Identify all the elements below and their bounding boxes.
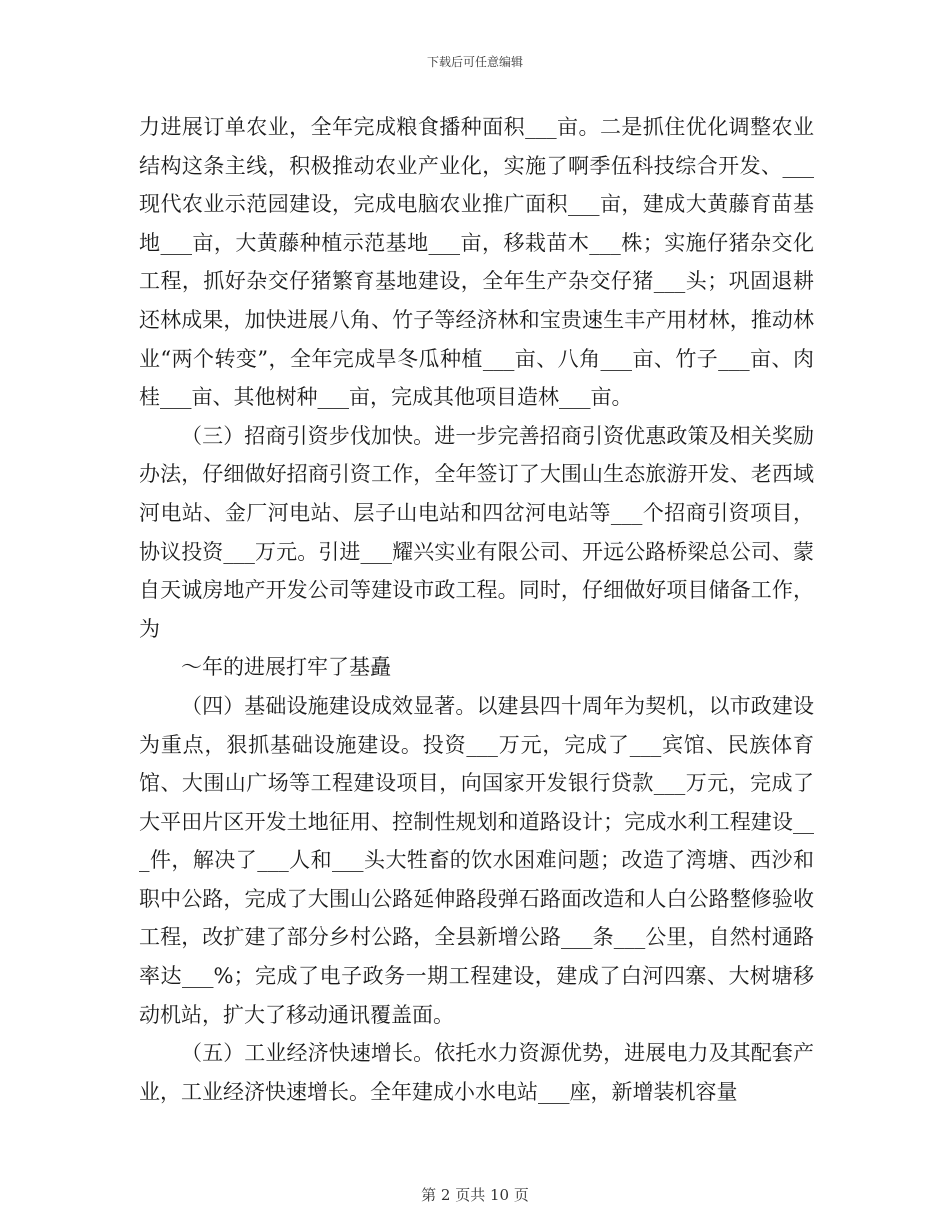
paragraph-agriculture: 力进展订单农业，全年完成粮食播种面积___亩。二是抓住优化调整农业结构这条主线，积极推动农业产业化，实施了啊季伍科技综合开发、___现代农业示范园建设，完成电脑农业推广面积___亩，建成大黄藤育苗基地___亩，大黄藤种植示范基地___亩，移栽苗木___株；实施仔猪杂交化工程，抓好杂交仔猪繁育基地建设，全年生产杂交仔猪___头；巩固退耕还林成果，加快进展八角、竹子等经济林和宝贵速生丰产用材林，推动林业“两个转变”，全年完成旱冬瓜种植___亩、八角___亩、竹子___亩、肉桂___亩、其他树种___亩，完成其他项目造林___亩。 [139,115,814,410]
paragraph-investment: （三）招商引资步伐加快。进一步完善招商引资优惠政策及相关奖励办法，仔细做好招商引资工作，全年签订了大围山生态旅游开发、老西域河电站、金厂河电站、层子山电站和四岔河电站等___个招商引资项目，协议投资___万元。引进___耀兴实业有限公司、开远公路桥梁总公司、蒙自天诚房地产开发公司等建设市政工程。同时，仔细做好项目储备工作，为 [139,423,814,641]
paragraph-infrastructure: （四）基础设施建设成效显著。以建县四十周年为契机，以市政建设为重点，狠抓基础设施建设。投资___万元，完成了___宾馆、民族体育馆、大围山广场等工程建设项目，向国家开发银行贷款___万元，完成了大平田片区开发土地征用、控制性规划和道路设计；完成水利工程建设___件，解决了___人和___头大牲畜的饮水困难问题；改造了湾塘、西沙和职中公路，完成了大围山公路延伸路段弹石路面改造和人白公路整修验收工程，改扩建了部分乡村公路，全县新增公路___条___公里，自然村通路率达___%；完成了电子政务一期工程建设，建成了白河四寨、大树塘移动机站，扩大了移动通讯覆盖面。 [139,693,814,1027]
page-number-footer: 第 2 页共 10 页 [421,1186,529,1204]
document-body [139,108,814,1111]
paragraph-industry: （五）工业经济快速增长。依托水力资源优势，进展电力及其配套产业，工业经济快速增长。全年建成小水电站___座，新增装机容量 [139,1041,814,1104]
page-header: 下载后可任意编辑 [426,55,523,69]
paragraph-foundation: ～年的进展打牢了基矗 [181,655,391,680]
